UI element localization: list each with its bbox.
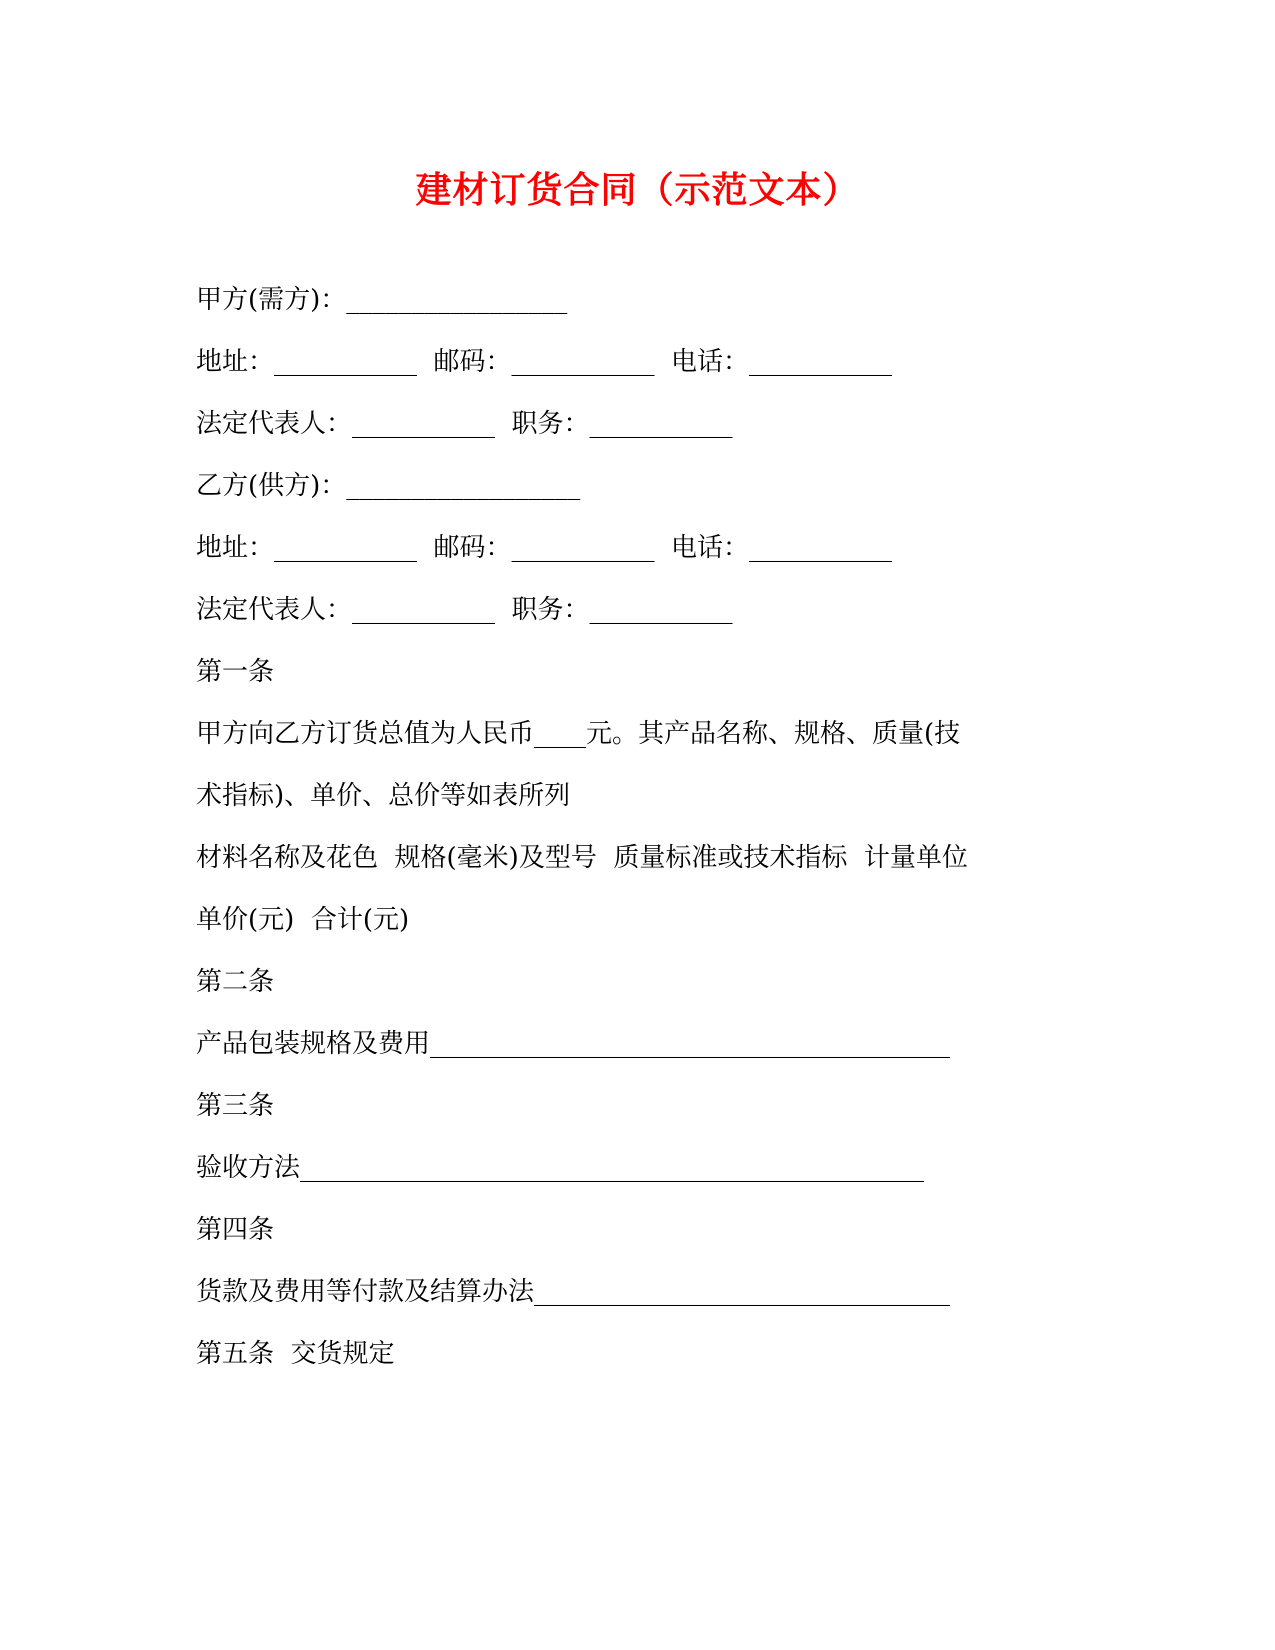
article-1-text-line-2: 术指标)、单价、总价等如表所列 [196, 781, 571, 811]
article-4-heading: 第四条 [196, 1215, 275, 1245]
article-3-heading: 第三条 [196, 1091, 275, 1121]
party-a-name-line: 甲方(需方)：_________________ [196, 285, 568, 315]
party-b-representative-line: 法定代表人：___________ 职务：___________ [196, 595, 733, 625]
party-b-name-line: 乙方(供方)：__________________ [196, 471, 581, 501]
document-title: 建材订货合同（示范文本） [415, 169, 860, 211]
article-4-text: 货款及费用等付款及结算办法________________________________ [196, 1277, 951, 1307]
article-2-text: 产品包装规格及费用________________________________________ [196, 1029, 951, 1059]
party-a-representative-line: 法定代表人：___________ 职务：___________ [196, 409, 733, 439]
party-a-address-line: 地址：___________ 邮码：___________ 电话：___________ [196, 347, 893, 377]
table-header-line-1: 材料名称及花色 规格(毫米)及型号 质量标准或技术指标 计量单位 [196, 843, 968, 873]
table-header-line-2: 单价(元) 合计(元) [196, 905, 410, 935]
article-2-heading: 第二条 [196, 967, 275, 997]
article-5-heading: 第五条 交货规定 [196, 1339, 395, 1369]
article-1-text-line-1: 甲方向乙方订货总值为人民币____元。其产品名称、规格、质量(技 [196, 719, 961, 749]
article-1-heading: 第一条 [196, 657, 275, 687]
article-3-text: 验收方法________________________________________________ [196, 1153, 925, 1183]
party-b-address-line: 地址：___________ 邮码：___________ 电话：___________ [196, 533, 893, 563]
